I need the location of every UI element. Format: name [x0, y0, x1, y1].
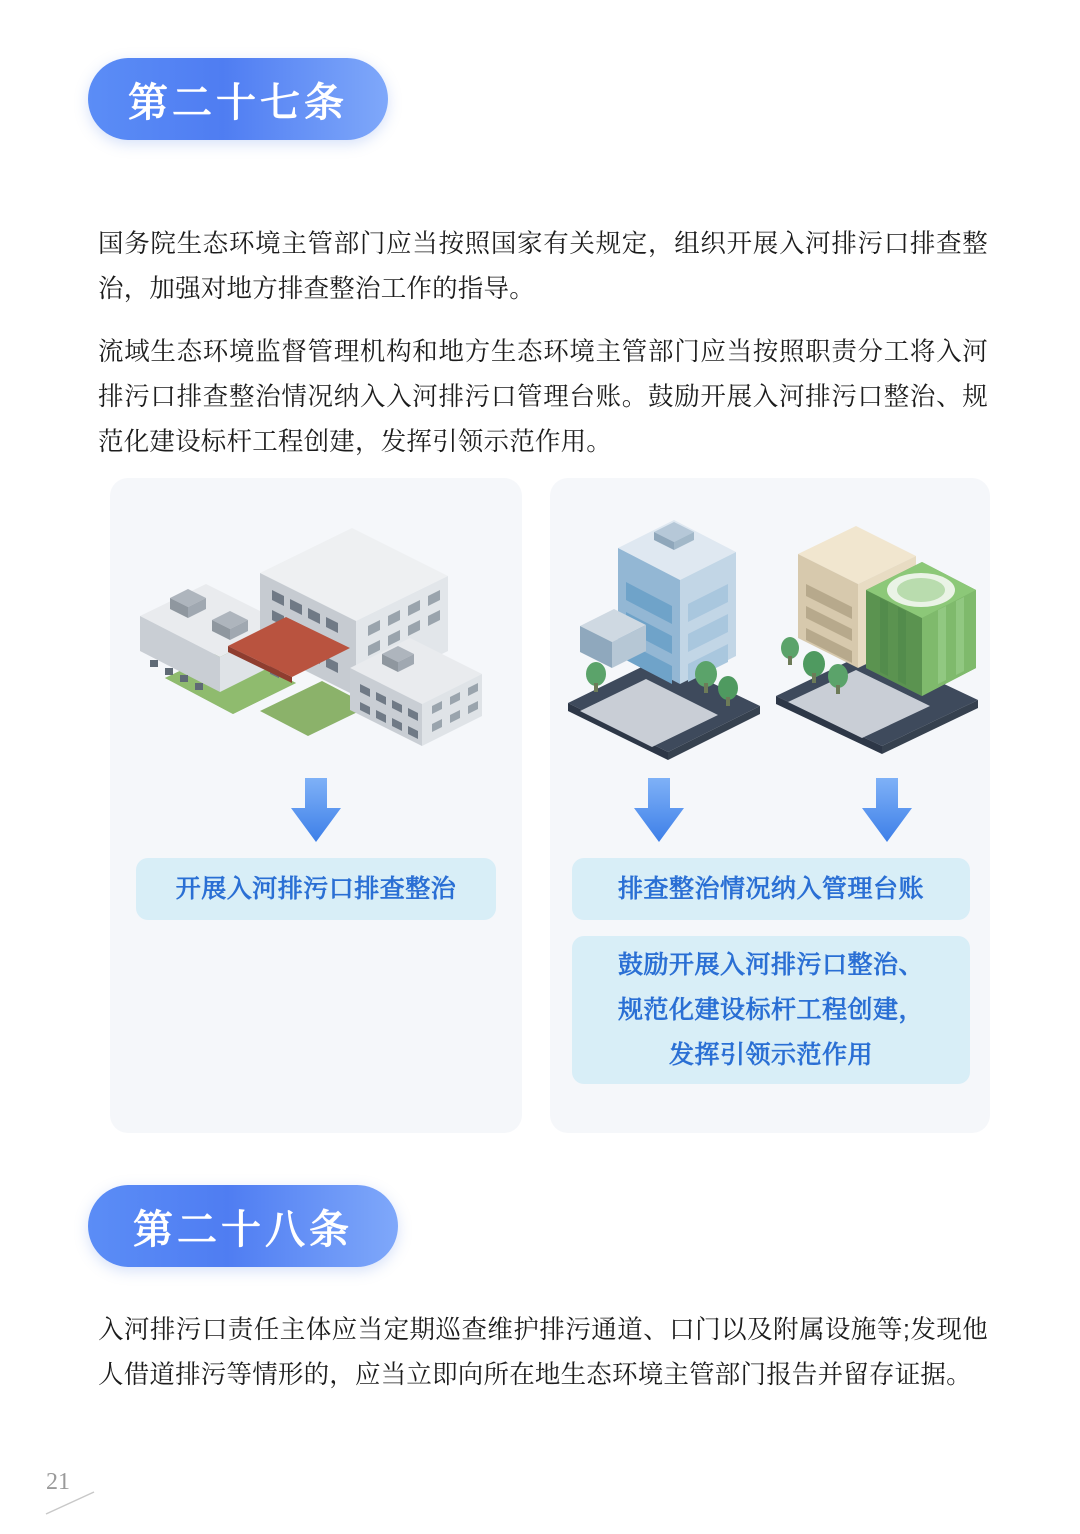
office-buildings-isometric-illustration — [550, 478, 990, 818]
figure-panel-left — [110, 478, 522, 1133]
figure-caption-right-2-line-3: 发挥引领示范作用 — [668, 1040, 873, 1069]
article-28-paragraph-1: 入河排污口责任主体应当定期巡查维护排污通道、口门以及附属设施等;发现他人借道排污等情形的，应当立即向所在地生态环境主管部门报告并留存证据。 — [98, 1316, 988, 1389]
figure-caption-right-2-line-1: 鼓励开展入河排污口整治、 — [617, 950, 924, 979]
figure-caption-right-2-line-2: 规范化建设标杆工程创建， — [617, 995, 924, 1024]
article-27-paragraph-1: 国务院生态环境主管部门应当按照国家有关规定，组织开展入河排污口排查整治，加强对地方排查整治工作的指导。 — [98, 230, 988, 303]
down-arrow-icon — [289, 778, 343, 844]
page-number-rule — [44, 1490, 96, 1516]
article-heading-27 — [88, 58, 388, 140]
article-heading-28-label: 第二十八条 — [133, 1207, 353, 1252]
down-arrow-icon — [632, 778, 686, 844]
down-arrow-icon — [860, 778, 914, 844]
article-27-paragraph-2: 流域生态环境监督管理机构和地方生态环境主管部门应当按照职责分工将入河排污口排查整治情况纳入入河排污口管理台账。鼓励开展入河排污口整治、规范化建设标杆工程创建，发挥引领示范作用。 — [98, 338, 988, 456]
article-heading-27-label: 第二十七条 — [128, 80, 348, 125]
figure-caption-left: 开展入河排污口排查整治 — [136, 858, 496, 920]
article-heading-28 — [88, 1185, 398, 1267]
figure-caption-right-2 — [572, 936, 970, 1084]
page-number: 21 — [46, 1469, 70, 1495]
figure-caption-right-1: 排查整治情况纳入管理台账 — [572, 858, 970, 920]
industrial-facility-isometric-illustration — [110, 478, 522, 818]
